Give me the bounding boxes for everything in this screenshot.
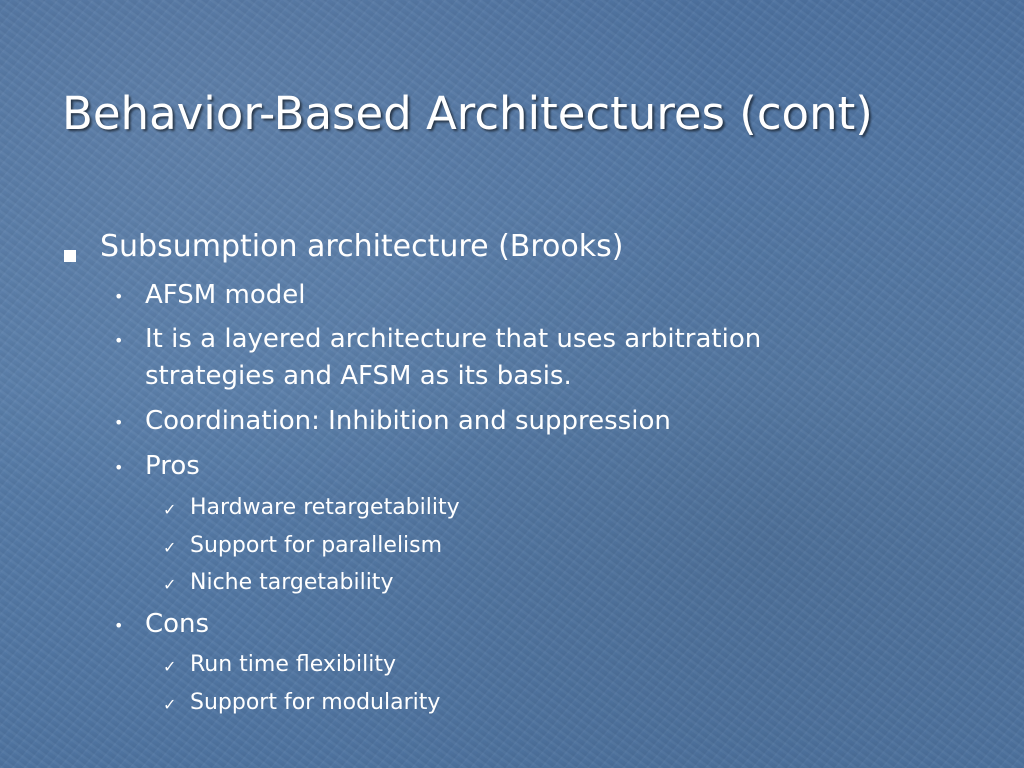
- check-bullet-icon: ✓: [163, 538, 177, 557]
- bullet-pros: Pros: [145, 451, 200, 481]
- bullet-coordination: Coordination: Inhibition and suppression: [145, 406, 671, 436]
- slide-title: Behavior-Based Architectures (cont): [62, 87, 873, 140]
- pros-item: Support for parallelism: [190, 533, 443, 558]
- bullet-layered-line2: strategies and AFSM as its basis.: [145, 361, 572, 391]
- dot-bullet-icon: •: [114, 458, 124, 477]
- square-bullet-icon: [64, 250, 76, 262]
- check-bullet-icon: ✓: [163, 657, 177, 676]
- bullet-cons: Cons: [145, 609, 210, 639]
- cons-item: Support for modularity: [190, 690, 441, 715]
- pros-item: Hardware retargetability: [190, 495, 460, 520]
- dot-bullet-icon: •: [114, 331, 124, 350]
- check-bullet-icon: ✓: [163, 500, 177, 519]
- bullet-subsumption: Subsumption architecture (Brooks): [100, 229, 624, 264]
- check-bullet-icon: ✓: [163, 695, 177, 714]
- dot-bullet-icon: •: [114, 616, 124, 635]
- cons-item: Run time flexibility: [190, 652, 396, 677]
- pros-item: Niche targetability: [190, 570, 394, 595]
- bullet-layered-line1: It is a layered architecture that uses arbitration: [145, 324, 762, 354]
- dot-bullet-icon: •: [114, 413, 124, 432]
- check-bullet-icon: ✓: [163, 575, 177, 594]
- bullet-afsm-model: AFSM model: [145, 280, 306, 310]
- dot-bullet-icon: •: [114, 287, 124, 306]
